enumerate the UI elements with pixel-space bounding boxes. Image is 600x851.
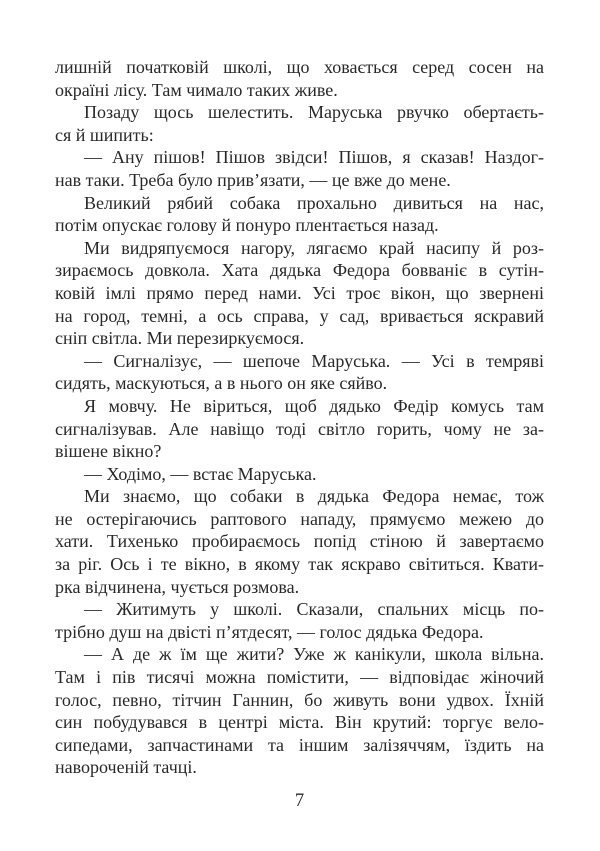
text-line: хати. Тихенько пробираємось попід стіною й завертаємо [55,531,544,552]
text-line: Там і пів тисячі можна помістити, — відповідає жіночий [55,667,544,688]
text-line: — Житимуть у школі. Сказали, спальних місць по- [84,599,544,620]
text-line: навороченій тачці. [55,757,197,778]
text-line: за ріг. Ось і те вікно, в якому так яскраво світиться. Квати- [55,554,544,575]
text-line: нав таки. Треба було прив’язати, — це вже до мене. [55,169,451,190]
text-line: ся й шипить: [55,124,154,145]
text-line: вішене вікно? [55,441,162,462]
text-line: окраїні лісу. Там чимало таких живе. [55,79,338,100]
text-line: — Сигналізує, — шепоче Маруська. — Усі в темряві [84,350,544,371]
text-line: сніп світла. Ми перезиркуємося. [55,328,305,349]
text-line: ковій імлі прямо перед нами. Усі троє вікон, що звернені [55,282,544,303]
text-line: — Ану пішов! Пішов звідси! Пішов, я сказав! Наздог- [84,147,544,168]
text-line: на город, темні, а ось справа, у сад, вривається яскравий [55,305,544,326]
text-line: сидять, маскуються, а в нього он яке сяйво. [55,373,388,394]
text-line: рка відчинена, чується розмова. [55,576,300,597]
text-line: голос, певно, тітчин Ганнин, бо живуть вони удвох. Їхній [55,689,544,710]
text-line: сипедами, запчастинами та іншим залізяччям, їздить на [55,734,544,755]
page-number: 7 [294,791,305,811]
text-line: син побудувався в центрі міста. Він крутий: торгує вело- [55,712,544,733]
text-line: не остерігаючись раптового нападу, прямуємо межею до [55,508,544,529]
text-line: лишній початковій школі, що ховається серед сосен на [55,57,544,77]
text-line: Ми знаємо, що собаки в дядька Федора немає, тож [84,486,544,507]
text-line: — А де ж їм ще жити? Уже ж канікули, школа вільна. [84,644,544,665]
text-line: зираємось довкола. Хата дядька Федора бовваніє в сутін- [55,260,544,281]
text-line: Великий рябий собака прохально дивиться на нас, [84,192,544,213]
text-line: Я мовчу. Не віриться, щоб дядько Федір комусь там [84,395,544,416]
text-line: трібно душ на двісті п’ятдесят, — голос дядька Федора. [55,621,484,642]
text-line: Позаду щось шелестить. Маруська рвучко обертаєть- [84,102,544,123]
text-line: сигналізував. Але навіщо тоді світло горить, чому не за- [55,418,544,439]
text-line: — Ходімо, — встає Маруська. [84,463,317,484]
text-line: Ми видряпуємося нагору, лягаємо край насипу й роз- [84,237,544,258]
body-text [55,56,544,779]
text-line: потім опускає голову й понуро плентається назад. [55,215,439,236]
